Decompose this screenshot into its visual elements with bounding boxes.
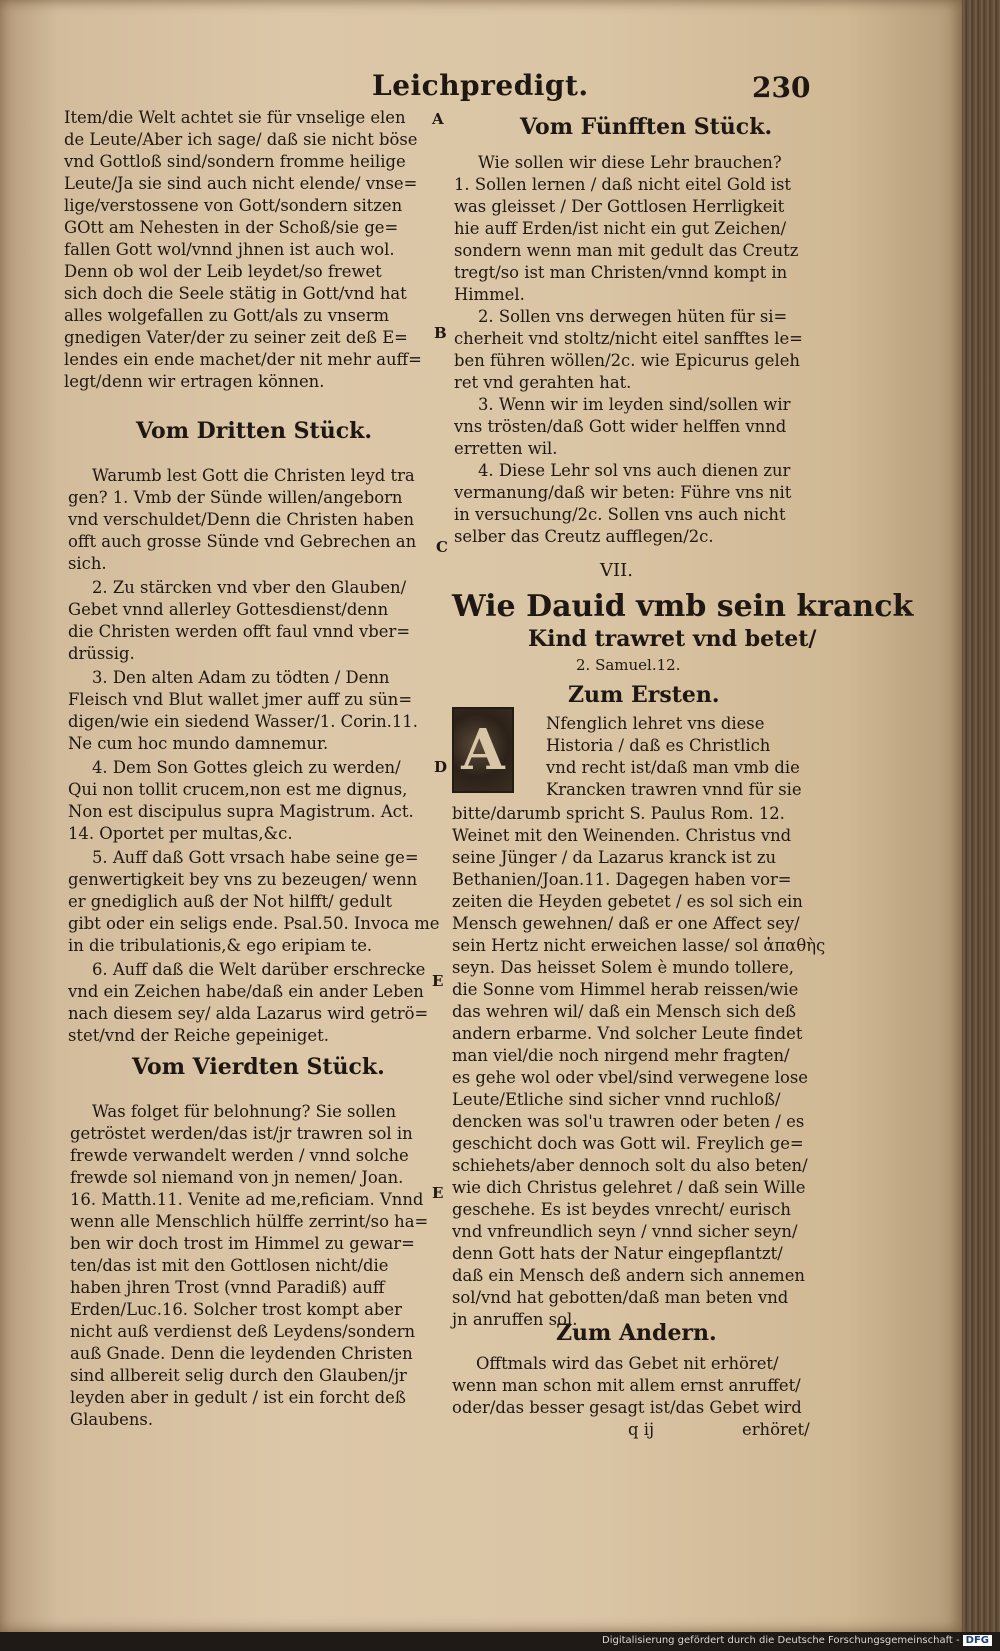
text-line: gen? 1. Vmb der Sünde willen/angeborn — [68, 488, 403, 507]
text-line: dencken was sol'u trawren oder beten / es — [452, 1112, 805, 1131]
text-line: lendes ein ende machet/der nit mehr auff= — [64, 350, 422, 369]
text-line: vnd Gottloß sind/sondern fromme heilige — [64, 152, 406, 171]
text-line: frewde verwandelt werden / vnnd solche — [70, 1146, 409, 1165]
text-line: die Sonne vom Himmel herab reissen/wie — [452, 980, 799, 999]
text-line: GOtt am Nehesten in der Schoß/sie ge= — [64, 218, 399, 237]
text-line: Was folget für belohnung? Sie sollen — [92, 1102, 397, 1121]
text-line: ben wir doch trost im Himmel zu gewar= — [70, 1234, 415, 1253]
section-heading: Zum Andern. — [556, 1320, 717, 1346]
text-line: auß Gnade. Denn die leydenden Christen — [70, 1344, 413, 1363]
text-line: daß ein Mensch deß andern sich annemen — [452, 1266, 805, 1285]
text-line: jn anruffen sol. — [452, 1310, 578, 1329]
text-line: vnd vnfreundlich seyn / vnnd sicher seyn/ — [452, 1222, 798, 1241]
text-line: 4. Dem Son Gottes gleich zu werden/ — [92, 758, 401, 777]
running-head: Leichpredigt. — [372, 69, 589, 102]
text-line: Nfenglich lehret vns diese — [546, 714, 765, 733]
text-line: frewde sol niemand von jn nemen/ Joan. — [70, 1168, 404, 1187]
margin-marker: D — [434, 758, 448, 776]
text-line: zeiten die Heyden gebetet / es sol sich ein — [452, 892, 803, 911]
text-line: 5. Auff daß Gott vrsach habe seine ge= — [92, 848, 419, 867]
dfg-logo: DFG — [963, 1635, 992, 1646]
text-line: denn Gott hats der Natur eingepflantzt/ — [452, 1244, 783, 1263]
text-line: seyn. Das heisset Solem è mundo tollere, — [452, 958, 795, 977]
text-line: Wie sollen wir diese Lehr brauchen? — [478, 153, 782, 172]
text-line: Offtmals wird das Gebet nit erhöret/ — [476, 1354, 779, 1373]
text-line: Item/die Welt achtet sie für vnselige elen — [64, 108, 406, 127]
text-line: Weinet mit den Weinenden. Christus vnd — [452, 826, 792, 845]
text-line: genwertigkeit bey vns zu bezeugen/ wenn — [68, 870, 418, 889]
text-line: gibt oder ein seligs ende. Psal.50. Invoca me — [68, 914, 440, 933]
text-line: vnd recht ist/daß man vmb die — [546, 758, 800, 777]
text-line: legt/denn wir ertragen können. — [64, 372, 325, 391]
text-line: sondern wenn man mit gedult das Creutz — [454, 241, 799, 260]
margin-marker: E — [432, 972, 444, 990]
text-line: Himmel. — [454, 285, 525, 304]
text-line: 3. Wenn wir im leyden sind/sollen wir — [478, 395, 791, 414]
text-line: sich doch die Seele stätig in Gott/vnd hat — [64, 284, 407, 303]
text-line: andern erbarme. Vnd solcher Leute findet — [452, 1024, 803, 1043]
scripture-reference: 2. Samuel.12. — [576, 656, 681, 674]
text-line: Krancken trawren vnnd für sie — [546, 780, 802, 799]
text-line: 1. Sollen lernen / daß nicht eitel Gold ist — [454, 175, 792, 194]
text-line: Glaubens. — [70, 1410, 154, 1429]
text-line: haben jhren Trost (vnnd Paradiß) auff — [70, 1278, 385, 1297]
text-line: tregt/so ist man Christen/vnnd kompt in — [454, 263, 788, 282]
chapter-title-line-1: Wie Dauid vmb sein kranck — [452, 589, 914, 624]
book-fore-edge — [962, 0, 1000, 1632]
text-line: vnd ein Zeichen habe/daß ein ander Leben — [68, 982, 424, 1001]
text-line: geschicht doch was Gott wil. Freylich ge= — [452, 1134, 804, 1153]
text-line: nach diesem sey/ alda Lazarus wird getrö= — [68, 1004, 429, 1023]
text-line: vnd verschuldet/Denn die Christen haben — [68, 510, 415, 529]
text-line: fallen Gott wol/vnnd jhnen ist auch wol. — [64, 240, 395, 259]
text-line: 16. Matth.11. Venite ad me,reficiam. Vnnd — [70, 1190, 424, 1209]
text-line: Warumb lest Gott die Christen leyd tra — [92, 466, 415, 485]
chapter-title-line-2: Kind trawret vnd betet/ — [528, 626, 817, 652]
text-line: oder/das besser gesagt ist/das Gebet wird — [452, 1398, 802, 1417]
text-line: 2. Sollen vns derwegen hüten für si= — [478, 307, 788, 326]
margin-marker: A — [432, 110, 444, 128]
text-line: leyden aber in gedult / ist ein forcht deß — [70, 1388, 406, 1407]
section-heading: Vom Vierdten Stück. — [132, 1054, 385, 1080]
footer-text: Digitalisierung gefördert durch die Deutsche Forschungsgemeinschaft - — [602, 1635, 960, 1646]
text-line: sind allbereit selig durch den Glauben/jr — [70, 1366, 407, 1385]
text-line: man viel/die noch nirgend mehr fragten/ — [452, 1046, 790, 1065]
catchword: erhöret/ — [742, 1420, 810, 1439]
text-line: Bethanien/Joan.11. Dagegen haben vor= — [452, 870, 792, 889]
text-line: bitte/darumb spricht S. Paulus Rom. 12. — [452, 804, 785, 823]
text-line: lige/verstossene von Gott/sondern sitzen — [64, 196, 403, 215]
text-line: ten/das ist mit den Gottlosen nicht/die — [70, 1256, 389, 1275]
text-line: in die tribulationis,& ego eripiam te. — [68, 936, 373, 955]
text-line: 14. Oportet per multas,&c. — [68, 824, 293, 843]
text-line: vermanung/daß wir beten: Führe vns nit — [454, 483, 792, 502]
text-line: alles wolgefallen zu Gott/als zu vnserm — [64, 306, 390, 325]
text-line: ben führen wöllen/2c. wie Epicurus geleh — [454, 351, 800, 370]
text-line: seine Jünger / da Lazarus kranck ist zu — [452, 848, 777, 867]
text-line: schiehets/aber dennoch solt du also beten/ — [452, 1156, 808, 1175]
text-line: Qui non tollit crucem,non est me dignus, — [68, 780, 408, 799]
chapter-numeral: VII. — [600, 560, 633, 581]
text-line: Historia / daß es Christlich — [546, 736, 771, 755]
text-line: offt auch grosse Sünde vnd Gebrechen an — [68, 532, 417, 551]
text-line: selber das Creutz aufflegen/2c. — [454, 527, 714, 546]
text-line: sol/vnd hat gebotten/daß man beten vnd — [452, 1288, 789, 1307]
section-heading: Zum Ersten. — [568, 682, 720, 708]
text-line: 4. Diese Lehr sol vns auch dienen zur — [478, 461, 791, 480]
text-line: Fleisch vnd Blut wallet jmer auff zu sün= — [68, 690, 413, 709]
text-line: wie dich Christus gelehret / daß sein Wille — [452, 1178, 806, 1197]
text-line: digen/wie ein siedend Wasser/1. Corin.11. — [68, 712, 418, 731]
text-line: Denn ob wol der Leib leydet/so frewet — [64, 262, 382, 281]
text-line: nicht auß verdienst deß Leydens/sondern — [70, 1322, 416, 1341]
text-line: 6. Auff daß die Welt darüber erschrecke — [92, 960, 426, 979]
text-line: stet/vnd der Reiche gepeiniget. — [68, 1026, 329, 1045]
text-line: 2. Zu stärcken vnd vber den Glauben/ — [92, 578, 407, 597]
text-line: Leute/Ja sie sind auch nicht elende/ vnse= — [64, 174, 418, 193]
text-line: was gleisset / Der Gottlosen Herrligkeit — [454, 197, 785, 216]
margin-marker: B — [434, 324, 447, 342]
text-line: 3. Den alten Adam zu tödten / Denn — [92, 668, 390, 687]
text-line: sein Hertz nicht erweichen lasse/ sol ἀπαθὴς — [452, 936, 826, 955]
text-line: Ne cum hoc mundo damnemur. — [68, 734, 329, 753]
text-line: geschehe. Es ist beydes vnrecht/ eurisch — [452, 1200, 791, 1219]
page-number: 230 — [752, 71, 811, 104]
text-line: wenn man schon mit allem ernst anruffet/ — [452, 1376, 801, 1395]
text-line: Leute/Etliche sind sicher vnnd ruchloß/ — [452, 1090, 781, 1109]
text-line: er gnediglich auß der Not hilfft/ gedult — [68, 892, 392, 911]
text-line: ret vnd gerahten hat. — [454, 373, 632, 392]
section-heading: Vom Dritten Stück. — [136, 418, 373, 444]
text-line: die Christen werden offt faul vnnd vber= — [68, 622, 411, 641]
text-line: das wehren wil/ daß ein Mensch sich deß — [452, 1002, 796, 1021]
text-line: cherheit vnd stoltz/nicht eitel sanfftes le= — [454, 329, 803, 348]
signature-mark: q ij — [628, 1420, 655, 1439]
text-line: getröstet werden/das ist/jr trawren sol in — [70, 1124, 413, 1143]
section-heading: Vom Fünfften Stück. — [520, 114, 773, 140]
text-line: vns trösten/daß Gott wider helffen vnnd — [454, 417, 787, 436]
text-line: Erden/Luc.16. Solcher trost kompt aber — [70, 1300, 402, 1319]
text-line: Gebet vnnd allerley Gottesdienst/denn — [68, 600, 389, 619]
text-line: Non est discipulus supra Magistrum. Act. — [68, 802, 414, 821]
text-line: sich. — [68, 554, 107, 573]
text-line: Mensch gewehnen/ daß er one Affect sey/ — [452, 914, 800, 933]
text-line: drüssig. — [68, 644, 135, 663]
text-line: de Leute/Aber ich sage/ daß sie nicht böse — [64, 130, 418, 149]
text-line: erretten wil. — [454, 439, 558, 458]
text-line: wenn alle Menschlich hülffe zerrint/so ha= — [70, 1212, 429, 1231]
digitization-footer — [0, 1632, 1000, 1651]
text-line: in versuchung/2c. Sollen vns auch nicht — [454, 505, 786, 524]
decorated-initial: A — [452, 707, 514, 793]
margin-marker: C — [436, 538, 448, 556]
text-line: gnedigen Vater/der zu seiner zeit deß E= — [64, 328, 408, 347]
text-line: hie auff Erden/ist nicht ein gut Zeichen/ — [454, 219, 787, 238]
margin-marker: E — [432, 1184, 444, 1202]
text-line: es gehe wol oder vbel/sind verwegene lose — [452, 1068, 808, 1087]
